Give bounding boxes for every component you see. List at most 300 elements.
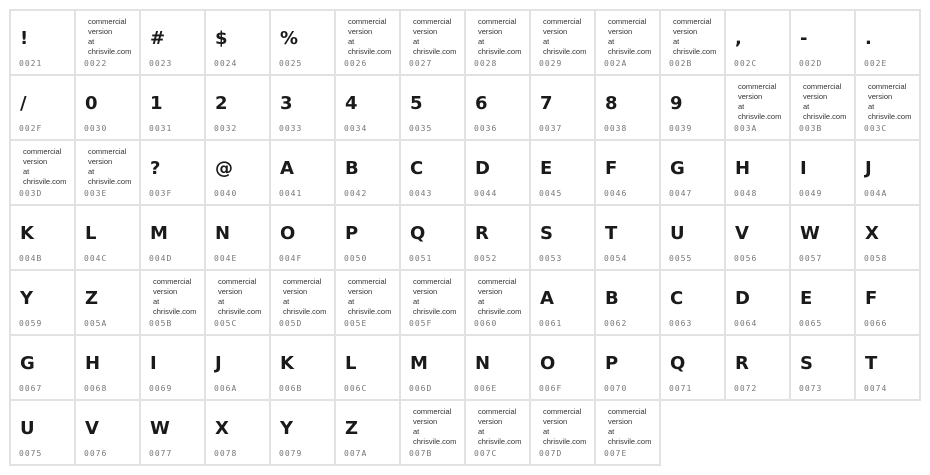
- glyph-cell-0042[interactable]: [336, 141, 399, 204]
- notice-line: at: [868, 102, 875, 111]
- glyph-cell-005D[interactable]: [271, 271, 334, 334]
- glyph-code: 0036: [474, 124, 498, 133]
- glyph-cell-007A[interactable]: [336, 401, 399, 464]
- glyph-cell-002E[interactable]: [856, 11, 919, 74]
- notice-line: commercial: [153, 277, 192, 286]
- glyph-cell-004B[interactable]: [11, 206, 74, 269]
- glyph-preview: R: [735, 353, 749, 374]
- glyph-cell-0076[interactable]: [76, 401, 139, 464]
- glyph-preview: E: [540, 158, 553, 179]
- glyph-code: 0033: [279, 124, 303, 133]
- glyph-code: 0045: [539, 189, 563, 198]
- glyph-cell-0025[interactable]: [271, 11, 334, 74]
- commercial-version-notice: [88, 17, 131, 57]
- glyph-cell-0068[interactable]: [76, 336, 139, 399]
- glyph-cell-006F[interactable]: [531, 336, 594, 399]
- glyph-cell-0043[interactable]: [401, 141, 464, 204]
- glyph-cell-002C[interactable]: [726, 11, 789, 74]
- glyph-preview: M: [150, 223, 168, 244]
- notice-line: chrisvile.com: [478, 307, 522, 316]
- glyph-code: 004B: [19, 254, 43, 263]
- glyph-cell-0041[interactable]: [271, 141, 334, 204]
- commercial-version-notice: [88, 147, 131, 187]
- glyph-code: 007B: [409, 449, 433, 458]
- notice-line: chrisvile.com: [348, 47, 392, 56]
- glyph-cell-0029[interactable]: [531, 11, 594, 74]
- glyph-cell-004D[interactable]: [141, 206, 204, 269]
- commercial-version-notice: [283, 277, 326, 317]
- notice-line: at: [88, 37, 95, 46]
- glyph-code: 0063: [669, 319, 693, 328]
- glyph-preview: U: [670, 223, 685, 244]
- glyph-code: 0055: [669, 254, 693, 263]
- notice-line: at: [413, 37, 420, 46]
- glyph-code: 0026: [344, 59, 368, 68]
- glyph-preview: G: [20, 353, 35, 374]
- glyph-code: 005F: [409, 319, 433, 328]
- glyph-cell-004F[interactable]: [271, 206, 334, 269]
- glyph-code: 007E: [604, 449, 628, 458]
- glyph-preview: O: [280, 223, 296, 244]
- glyph-code: 002A: [604, 59, 628, 68]
- glyph-code: 003F: [149, 189, 173, 198]
- glyph-cell-007E[interactable]: [596, 401, 659, 464]
- notice-line: commercial: [88, 17, 127, 26]
- notice-line: version: [478, 27, 503, 36]
- glyph-cell-0050[interactable]: [336, 206, 399, 269]
- notice-line: version: [738, 92, 763, 101]
- glyph-preview: C: [410, 158, 424, 179]
- glyph-code: 0030: [84, 124, 108, 133]
- glyph-cell-006E[interactable]: [466, 336, 529, 399]
- glyph-preview: B: [605, 288, 619, 309]
- glyph-preview: T: [865, 353, 878, 374]
- glyph-preview: P: [605, 353, 619, 374]
- glyph-preview: V: [735, 223, 749, 244]
- notice-line: version: [413, 287, 438, 296]
- notice-line: version: [543, 27, 568, 36]
- notice-line: commercial: [413, 277, 452, 286]
- glyph-cell-006C[interactable]: [336, 336, 399, 399]
- glyph-cell-004E[interactable]: [206, 206, 269, 269]
- notice-line: version: [413, 27, 438, 36]
- glyph-preview: 6: [475, 93, 488, 114]
- notice-line: commercial: [803, 82, 842, 91]
- commercial-version-notice: [543, 17, 586, 57]
- glyph-cell-002D[interactable]: [791, 11, 854, 74]
- glyph-cell-0032[interactable]: [206, 76, 269, 139]
- glyph-cell-0067[interactable]: [11, 336, 74, 399]
- glyph-code: 0029: [539, 59, 563, 68]
- glyph-cell-0037[interactable]: [531, 76, 594, 139]
- glyph-cell-0033[interactable]: [271, 76, 334, 139]
- notice-line: at: [608, 427, 615, 436]
- glyph-cell-0075[interactable]: [11, 401, 74, 464]
- glyph-code: 003A: [734, 124, 758, 133]
- glyph-cell-005F[interactable]: [401, 271, 464, 334]
- glyph-cell-0034[interactable]: [336, 76, 399, 139]
- glyph-cell-0035[interactable]: [401, 76, 464, 139]
- notice-line: commercial: [868, 82, 907, 91]
- glyph-cell-0060[interactable]: [466, 271, 529, 334]
- glyph-preview: P: [345, 223, 359, 244]
- glyph-code: 0022: [84, 59, 108, 68]
- glyph-code: 0044: [474, 189, 498, 198]
- glyph-code: 005B: [149, 319, 173, 328]
- commercial-version-notice: [868, 82, 911, 122]
- glyph-cell-0028[interactable]: [466, 11, 529, 74]
- glyph-code: 0078: [214, 449, 238, 458]
- glyph-code: 007A: [344, 449, 368, 458]
- glyph-code: 005A: [84, 319, 108, 328]
- glyph-code: 0076: [84, 449, 108, 458]
- glyph-code: 007D: [539, 449, 563, 458]
- glyph-code: 0028: [474, 59, 498, 68]
- glyph-code: 002C: [734, 59, 758, 68]
- glyph-cell-002B[interactable]: [661, 11, 724, 74]
- commercial-version-notice: [153, 277, 196, 317]
- notice-line: commercial: [738, 82, 777, 91]
- notice-line: at: [738, 102, 745, 111]
- notice-line: at: [23, 167, 30, 176]
- glyph-cell-004C[interactable]: [76, 206, 139, 269]
- glyph-cell-0040[interactable]: [206, 141, 269, 204]
- glyph-cell-005C[interactable]: [206, 271, 269, 334]
- glyph-code: 0031: [149, 124, 173, 133]
- glyph-preview: M: [410, 353, 428, 374]
- glyph-cell-003C[interactable]: [856, 76, 919, 139]
- notice-line: at: [673, 37, 680, 46]
- glyph-cell-0052[interactable]: [466, 206, 529, 269]
- glyph-code: 0021: [19, 59, 43, 68]
- glyph-code: 0054: [604, 254, 628, 263]
- glyph-cell-0036[interactable]: [466, 76, 529, 139]
- glyph-cell-002A[interactable]: [596, 11, 659, 74]
- notice-line: at: [478, 297, 485, 306]
- glyph-code: 0051: [409, 254, 433, 263]
- notice-line: version: [153, 287, 178, 296]
- glyph-code: 0067: [19, 384, 43, 393]
- glyph-preview: L: [345, 353, 357, 374]
- notice-line: at: [543, 427, 550, 436]
- notice-line: at: [413, 427, 420, 436]
- glyph-preview: G: [670, 158, 685, 179]
- notice-line: chrisvile.com: [153, 307, 197, 316]
- glyph-code: 0066: [864, 319, 888, 328]
- glyph-preview: ?: [150, 158, 161, 179]
- notice-line: chrisvile.com: [88, 47, 132, 56]
- glyph-preview: #: [150, 28, 166, 49]
- glyph-code: 0070: [604, 384, 628, 393]
- notice-line: commercial: [23, 147, 62, 156]
- commercial-version-notice: [413, 277, 456, 317]
- empty-area: [661, 401, 921, 466]
- glyph-code: 002E: [864, 59, 888, 68]
- glyph-preview: %: [280, 28, 299, 49]
- glyph-cell-0074[interactable]: [856, 336, 919, 399]
- glyph-cell-0051[interactable]: [401, 206, 464, 269]
- notice-line: version: [478, 417, 503, 426]
- glyph-cell-0064[interactable]: [726, 271, 789, 334]
- glyph-preview: J: [865, 158, 872, 179]
- notice-line: version: [348, 287, 373, 296]
- notice-line: chrisvile.com: [868, 112, 912, 121]
- glyph-code: 006E: [474, 384, 498, 393]
- notice-line: chrisvile.com: [23, 177, 67, 186]
- notice-line: version: [868, 92, 893, 101]
- notice-line: at: [478, 427, 485, 436]
- glyph-cell-0057[interactable]: [791, 206, 854, 269]
- glyph-cell-0077[interactable]: [141, 401, 204, 464]
- glyph-cell-0078[interactable]: [206, 401, 269, 464]
- notice-line: chrisvile.com: [413, 437, 457, 446]
- glyph-code: 0069: [149, 384, 173, 393]
- glyph-cell-0062[interactable]: [596, 271, 659, 334]
- glyph-code: 0071: [669, 384, 693, 393]
- glyph-code: 006D: [409, 384, 433, 393]
- glyph-code: 0035: [409, 124, 433, 133]
- glyph-cell-0055[interactable]: [661, 206, 724, 269]
- notice-line: version: [478, 287, 503, 296]
- glyph-cell-0053[interactable]: [531, 206, 594, 269]
- notice-line: version: [218, 287, 243, 296]
- notice-line: chrisvile.com: [673, 47, 717, 56]
- glyph-cell-007D[interactable]: [531, 401, 594, 464]
- glyph-code: 0077: [149, 449, 173, 458]
- glyph-code: 007C: [474, 449, 498, 458]
- glyph-cell-0030[interactable]: [76, 76, 139, 139]
- glyph-preview: N: [475, 353, 491, 374]
- glyph-cell-0059[interactable]: [11, 271, 74, 334]
- glyph-cell-0044[interactable]: [466, 141, 529, 204]
- glyph-code: 0062: [604, 319, 628, 328]
- glyph-cell-005E[interactable]: [336, 271, 399, 334]
- glyph-code: 0059: [19, 319, 43, 328]
- glyph-preview: Q: [670, 353, 686, 374]
- glyph-cell-005A[interactable]: [76, 271, 139, 334]
- glyph-preview: V: [85, 418, 99, 439]
- notice-line: chrisvile.com: [218, 307, 262, 316]
- glyph-cell-0023[interactable]: [141, 11, 204, 74]
- glyph-cell-003A[interactable]: [726, 76, 789, 139]
- commercial-version-notice: [543, 407, 586, 447]
- glyph-preview: 7: [540, 93, 553, 114]
- notice-line: chrisvile.com: [413, 307, 457, 316]
- glyph-preview: U: [20, 418, 35, 439]
- glyph-cell-0054[interactable]: [596, 206, 659, 269]
- glyph-code: 004E: [214, 254, 238, 263]
- glyph-preview: O: [540, 353, 556, 374]
- notice-line: at: [478, 37, 485, 46]
- glyph-cell-006D[interactable]: [401, 336, 464, 399]
- notice-line: chrisvile.com: [283, 307, 327, 316]
- glyph-code: 0074: [864, 384, 888, 393]
- glyph-cell-0027[interactable]: [401, 11, 464, 74]
- glyph-preview: Z: [85, 288, 99, 309]
- glyph-code: 0072: [734, 384, 758, 393]
- glyph-code: 006C: [344, 384, 368, 393]
- glyph-code: 0041: [279, 189, 303, 198]
- notice-line: at: [413, 297, 420, 306]
- commercial-version-notice: [478, 407, 521, 447]
- glyph-cell-0045[interactable]: [531, 141, 594, 204]
- glyph-preview: /: [20, 93, 27, 114]
- glyph-preview: 5: [410, 93, 423, 114]
- notice-line: chrisvile.com: [738, 112, 782, 121]
- glyph-preview: I: [800, 158, 807, 179]
- glyph-preview: X: [865, 223, 879, 244]
- notice-line: commercial: [478, 407, 517, 416]
- glyph-cell-003E[interactable]: [76, 141, 139, 204]
- glyph-cell-006A[interactable]: [206, 336, 269, 399]
- glyph-cell-0024[interactable]: [206, 11, 269, 74]
- glyph-preview: Y: [20, 288, 34, 309]
- glyph-preview: D: [475, 158, 490, 179]
- glyph-cell-0056[interactable]: [726, 206, 789, 269]
- glyph-cell-0046[interactable]: [596, 141, 659, 204]
- glyph-code: 0042: [344, 189, 368, 198]
- glyph-cell-0031[interactable]: [141, 76, 204, 139]
- glyph-cell-007C[interactable]: [466, 401, 529, 464]
- glyph-preview: C: [670, 288, 684, 309]
- notice-line: version: [23, 157, 48, 166]
- notice-line: chrisvile.com: [543, 437, 587, 446]
- glyph-preview: F: [605, 158, 618, 179]
- glyph-preview: N: [215, 223, 231, 244]
- glyph-code: 0046: [604, 189, 628, 198]
- notice-line: commercial: [88, 147, 127, 156]
- glyph-cell-0079[interactable]: [271, 401, 334, 464]
- glyph-code: 002F: [19, 124, 43, 133]
- glyph-cell-005B[interactable]: [141, 271, 204, 334]
- glyph-cell-003D[interactable]: [11, 141, 74, 204]
- commercial-version-notice: [348, 17, 391, 57]
- glyph-code: 005D: [279, 319, 303, 328]
- glyph-code: 006B: [279, 384, 303, 393]
- glyph-cell-003B[interactable]: [791, 76, 854, 139]
- glyph-cell-0069[interactable]: [141, 336, 204, 399]
- notice-line: chrisvile.com: [608, 437, 652, 446]
- glyph-cell-0073[interactable]: [791, 336, 854, 399]
- glyph-cell-0071[interactable]: [661, 336, 724, 399]
- notice-line: version: [88, 157, 113, 166]
- glyph-code: 004D: [149, 254, 173, 263]
- glyph-preview: !: [20, 28, 29, 49]
- glyph-cell-002F[interactable]: [11, 76, 74, 139]
- glyph-cell-007B[interactable]: [401, 401, 464, 464]
- notice-line: chrisvile.com: [478, 47, 522, 56]
- notice-line: at: [803, 102, 810, 111]
- glyph-code: 0061: [539, 319, 563, 328]
- glyph-code: 005C: [214, 319, 238, 328]
- notice-line: at: [218, 297, 225, 306]
- glyph-preview: F: [865, 288, 878, 309]
- commercial-version-notice: [23, 147, 66, 187]
- glyph-cell-003F[interactable]: [141, 141, 204, 204]
- notice-line: at: [608, 37, 615, 46]
- glyph-cell-0065[interactable]: [791, 271, 854, 334]
- glyph-cell-006B[interactable]: [271, 336, 334, 399]
- glyph-code: 0039: [669, 124, 693, 133]
- glyph-code: 0065: [799, 319, 823, 328]
- glyph-cell-0021[interactable]: [11, 11, 74, 74]
- glyph-preview: 8: [605, 93, 618, 114]
- glyph-preview: 4: [345, 93, 358, 114]
- commercial-version-notice: [803, 82, 846, 122]
- glyph-preview: ,: [735, 28, 742, 49]
- notice-line: version: [283, 287, 308, 296]
- glyph-cell-0049[interactable]: [791, 141, 854, 204]
- notice-line: commercial: [478, 277, 517, 286]
- glyph-cell-004A[interactable]: [856, 141, 919, 204]
- glyph-cell-0058[interactable]: [856, 206, 919, 269]
- commercial-version-notice: [218, 277, 261, 317]
- glyph-code: 006F: [539, 384, 563, 393]
- glyph-cell-0048[interactable]: [726, 141, 789, 204]
- glyph-preview: E: [800, 288, 813, 309]
- glyph-cell-0047[interactable]: [661, 141, 724, 204]
- glyph-code: 0075: [19, 449, 43, 458]
- notice-line: commercial: [348, 17, 387, 26]
- notice-line: at: [88, 167, 95, 176]
- commercial-version-notice: [608, 17, 651, 57]
- glyph-code: 0032: [214, 124, 238, 133]
- glyph-code: 0037: [539, 124, 563, 133]
- glyph-code: 0027: [409, 59, 433, 68]
- glyph-preview: A: [540, 288, 554, 309]
- notice-line: commercial: [543, 17, 582, 26]
- glyph-code: 0052: [474, 254, 498, 263]
- glyph-cell-0038[interactable]: [596, 76, 659, 139]
- notice-line: version: [543, 417, 568, 426]
- glyph-code: 0053: [539, 254, 563, 263]
- glyph-cell-0063[interactable]: [661, 271, 724, 334]
- glyph-code: 0040: [214, 189, 238, 198]
- glyph-cell-0061[interactable]: [531, 271, 594, 334]
- glyph-cell-0039[interactable]: [661, 76, 724, 139]
- glyph-code: 004A: [864, 189, 888, 198]
- glyph-code: 0049: [799, 189, 823, 198]
- glyph-cell-0022[interactable]: [76, 11, 139, 74]
- glyph-code: 0058: [864, 254, 888, 263]
- glyph-code: 002B: [669, 59, 693, 68]
- notice-line: chrisvile.com: [88, 177, 132, 186]
- glyph-code: 002D: [799, 59, 823, 68]
- notice-line: version: [608, 417, 633, 426]
- commercial-version-notice: [413, 407, 456, 447]
- notice-line: chrisvile.com: [348, 307, 392, 316]
- commercial-version-notice: [478, 17, 521, 57]
- glyph-cell-0026[interactable]: [336, 11, 399, 74]
- glyph-code: 0079: [279, 449, 303, 458]
- glyph-cell-0072[interactable]: [726, 336, 789, 399]
- commercial-version-notice: [673, 17, 716, 57]
- glyph-code: 0025: [279, 59, 303, 68]
- glyph-preview: -: [800, 28, 808, 49]
- glyph-code: 003E: [84, 189, 108, 198]
- glyph-cell-0070[interactable]: [596, 336, 659, 399]
- glyph-code: 005E: [344, 319, 368, 328]
- notice-line: chrisvile.com: [543, 47, 587, 56]
- notice-line: commercial: [673, 17, 712, 26]
- glyph-cell-0066[interactable]: [856, 271, 919, 334]
- glyph-preview: 3: [280, 93, 293, 114]
- glyph-code: 0073: [799, 384, 823, 393]
- notice-line: chrisvile.com: [608, 47, 652, 56]
- notice-line: at: [153, 297, 160, 306]
- glyph-code: 003C: [864, 124, 888, 133]
- notice-line: version: [608, 27, 633, 36]
